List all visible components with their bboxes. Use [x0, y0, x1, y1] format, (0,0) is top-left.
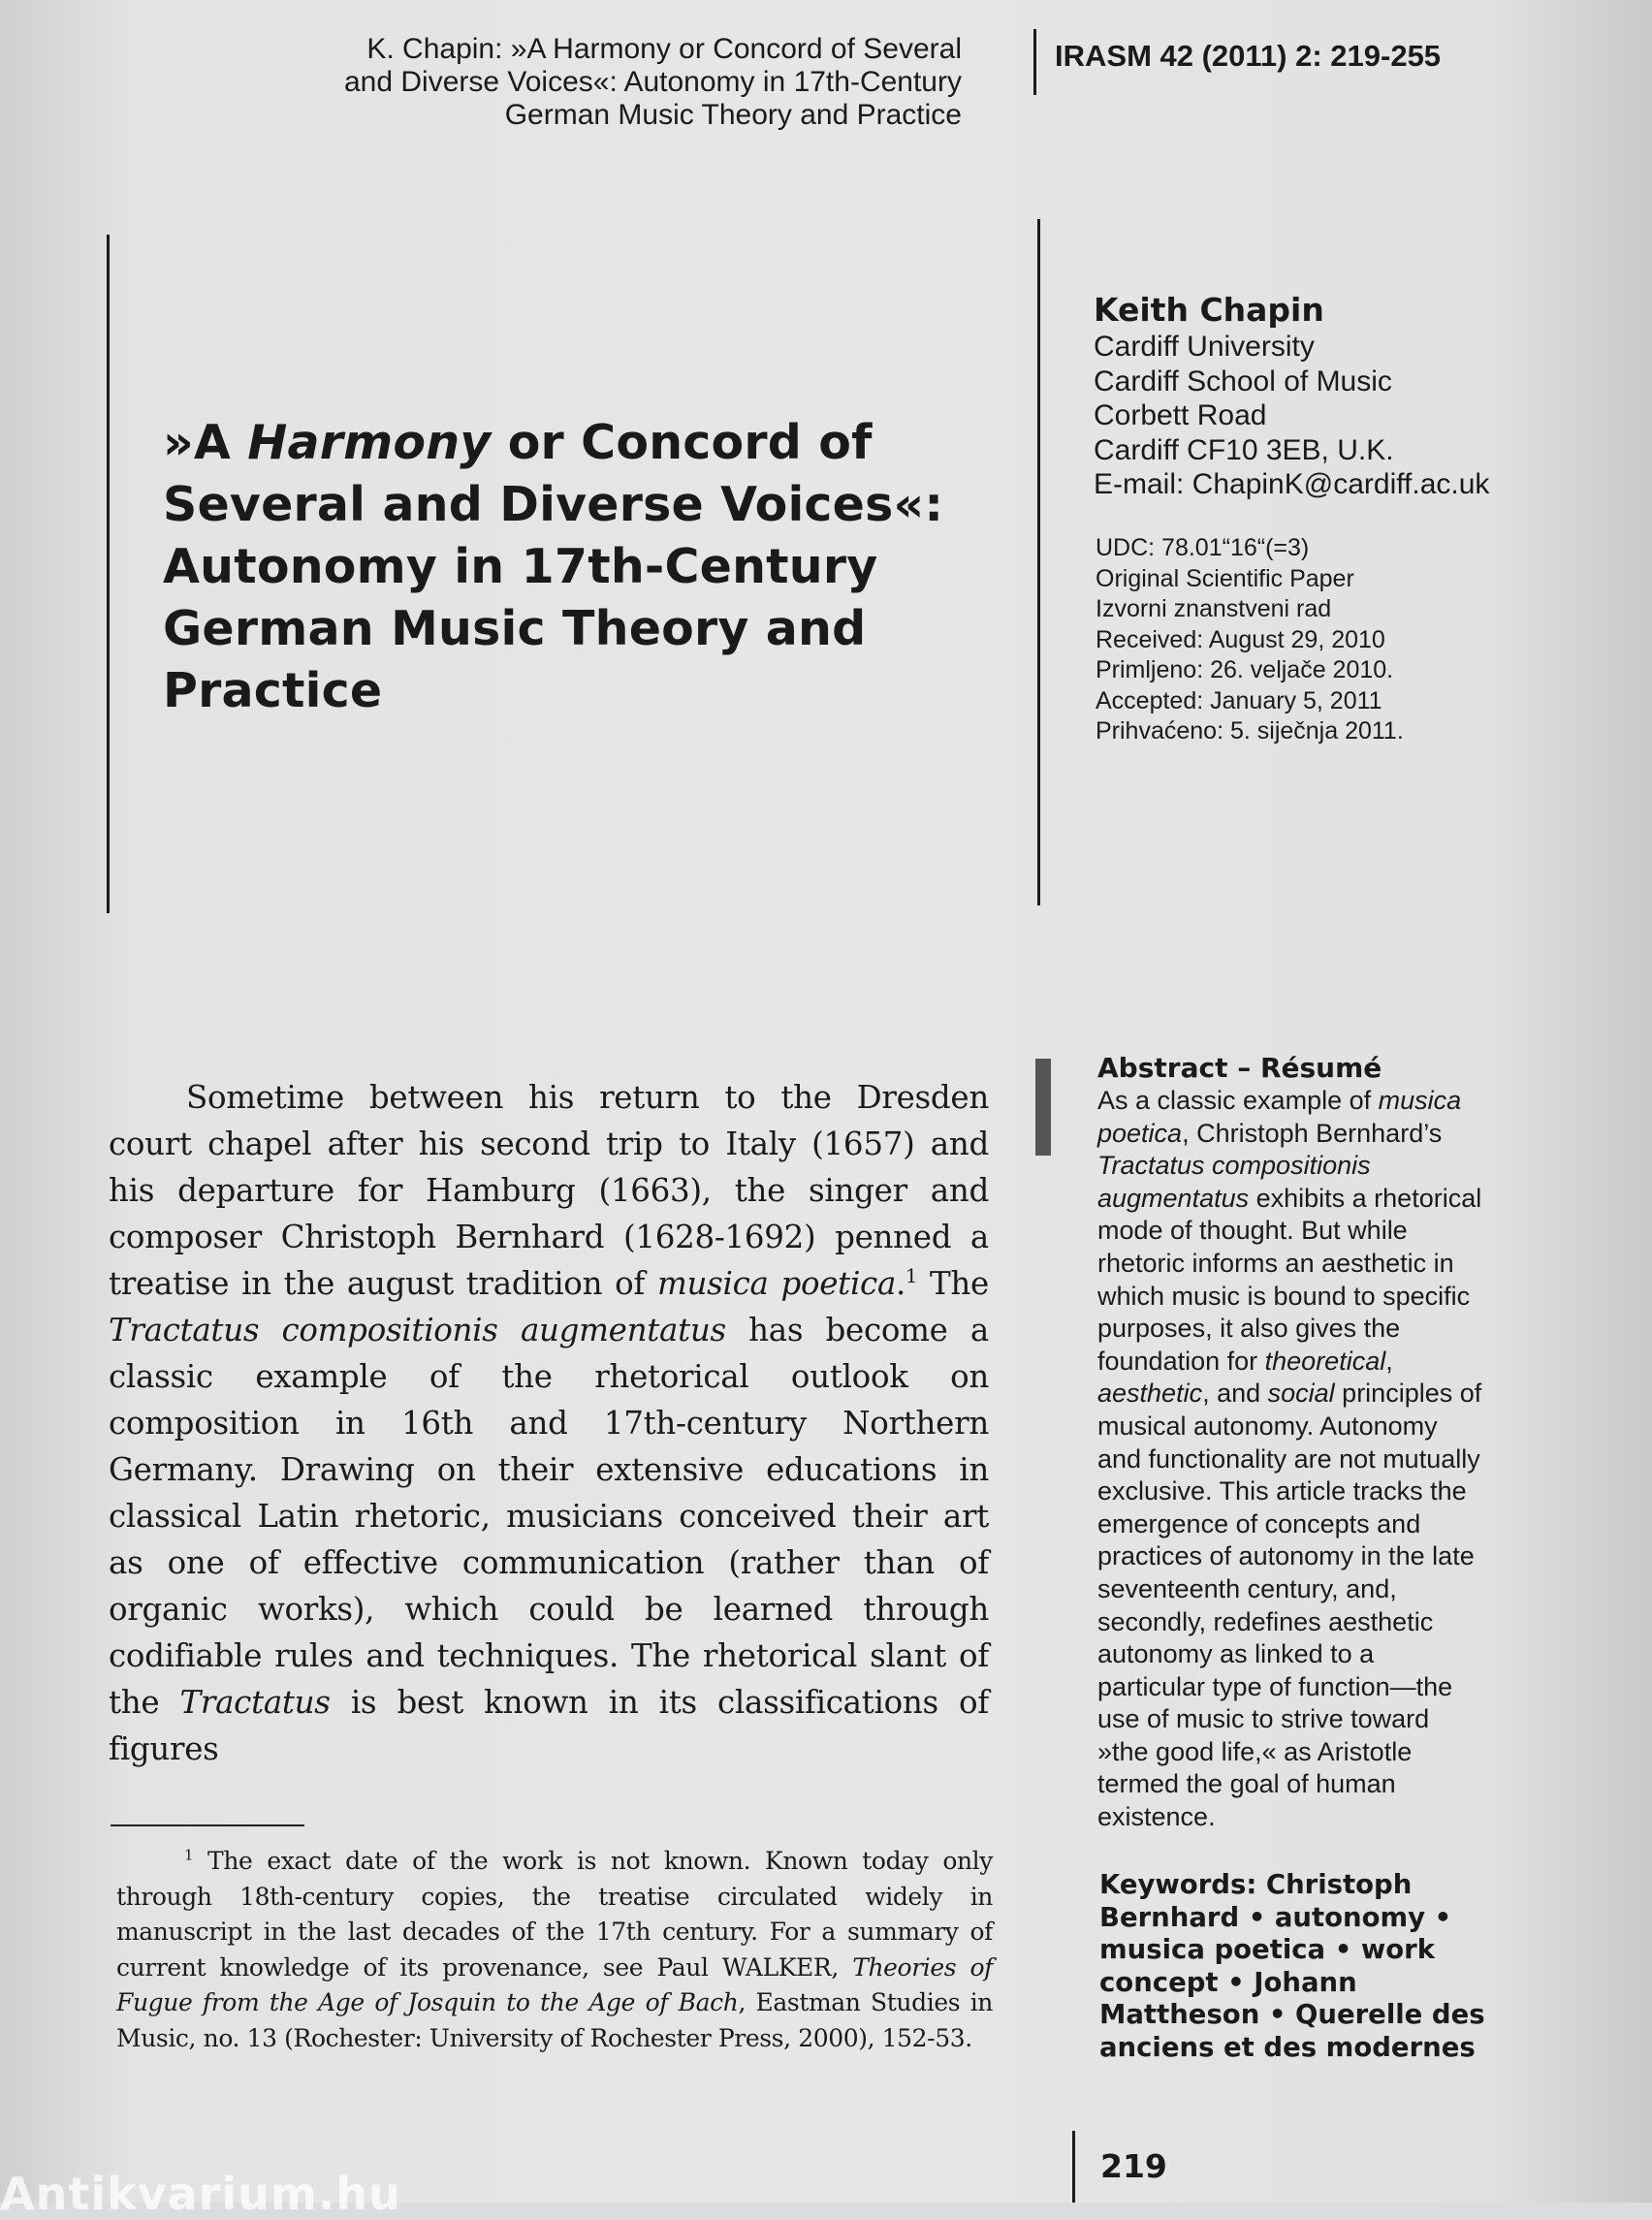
footnote: $^1$ The exact date of the work is not known. Known today only through 18th-century copies, the treatise circulated widely in manuscript in the last decades of the 17th century. For a summary of current knowledge of its provenance, see Paul WALKER, Theories of Fugue from the Age of Josquin to the Age of Bach, Eastman Studies in Music, no. 13 (Rochester: University of Rochester Press, 2000), 152-53.	[116, 1846, 994, 2052]
abstract-marker-bar	[1035, 1059, 1051, 1156]
abstract-text: As a classic example of musica poetica, Christoph Bernhard’s Tractatus compositionis augmentatus exhibits a rhetorical mode of thought. But while rhetoric informs an aesthetic in which music is bound to specific purposes, it also gives the foundation for theoretical, aesthetic, and social principles of musical autonomy. Autonomy and functionality are not mutually exclusive. This article tracks the emergence of concepts and practices of autonomy in the late seventeenth century, and, secondly, redefines aesthetic autonomy as linked to a particular type of function—the use of music to strive toward »the good life,« as Aristotle termed the goal of human existence.	[1097, 1086, 1482, 1832]
keywords: Keywords: Christoph Bernhard • autonomy • musica poetica • work concept • Johann Mattheson • Querelle des anciens et des modernes	[1099, 1869, 1485, 2063]
abstract	[1097, 1052, 1485, 1834]
author-affiliation: Cardiff University	[1094, 331, 1315, 363]
footnote-divider	[111, 1824, 304, 1826]
author-block	[1094, 291, 1636, 502]
running-title-line: and Diverse Voices«: Autonomy in 17th-Century	[343, 66, 962, 98]
title-left-rule	[107, 235, 110, 913]
paper-type: Original Scientific Paper	[1096, 564, 1354, 592]
title-right-rule	[1037, 219, 1040, 905]
abstract-heading: Abstract – Résumé	[1097, 1052, 1382, 1084]
article-metadata	[1096, 533, 1638, 747]
author-city: Cardiff CF10 3EB, U.K.	[1094, 433, 1394, 466]
paper-type-hr: Izvorni znanstveni rad	[1096, 595, 1332, 622]
author-email: E-mail: ChapinK@cardiff.ac.uk	[1094, 468, 1490, 500]
article-title: »A Harmony or Concord of Several and Diverse Voices«: Autonomy in 17th-Century German Music Theory and Practice	[163, 415, 944, 718]
running-title-line: German Music Theory and Practice	[504, 99, 962, 131]
received-date-hr: Primljeno: 26. veljače 2010.	[1096, 656, 1394, 683]
accepted-date-hr: Prihvaćeno: 5. siječnja 2011.	[1096, 717, 1404, 745]
header-divider	[1033, 29, 1036, 95]
footnote-number: 1	[184, 1846, 194, 1864]
running-title	[291, 33, 962, 132]
udc-code: UDC: 78.01“16“(=3)	[1096, 534, 1310, 561]
author-department: Cardiff School of Music	[1094, 365, 1392, 397]
accepted-date: Accepted: January 5, 2011	[1096, 686, 1382, 714]
body-paragraph: Sometime between his return to the Dresden court chapel after his second trip to Italy (1657) and his departure for Hamburg (1663), the singer and composer Christoph Bernhard (1628-1692) penned a treatise in the august tradition of musica poetica.$^1$ The Tractatus compositionis augmentatus has become a classic example of the rhetorical outlook on composition in 16th and 17th-century Northern Germany. Drawing on their extensive educations in classical Latin rhetoric, musicians conceived their art as one of effective communication (rather than of organic works), which could be learned through codifiable rules and techniques. The rhetorical slant of the Tractatus is best known in its classifications of figures	[109, 1079, 989, 1767]
journal-reference: IRASM 42 (2011) 2: 219-255	[1055, 39, 1442, 73]
received-date: Received: August 29, 2010	[1096, 625, 1385, 653]
author-street: Corbett Road	[1094, 399, 1267, 431]
title-italic: Harmony	[247, 415, 492, 470]
running-title-line: K. Chapin: »A Harmony or Concord of Several	[366, 33, 962, 65]
watermark: Antikvarium.hu	[0, 2168, 401, 2220]
footnote-reference[interactable]: 1	[905, 1265, 918, 1288]
author-name: Keith Chapin	[1094, 291, 1324, 329]
footer-divider	[1072, 2131, 1075, 2203]
page-number: 219	[1100, 2147, 1167, 2185]
